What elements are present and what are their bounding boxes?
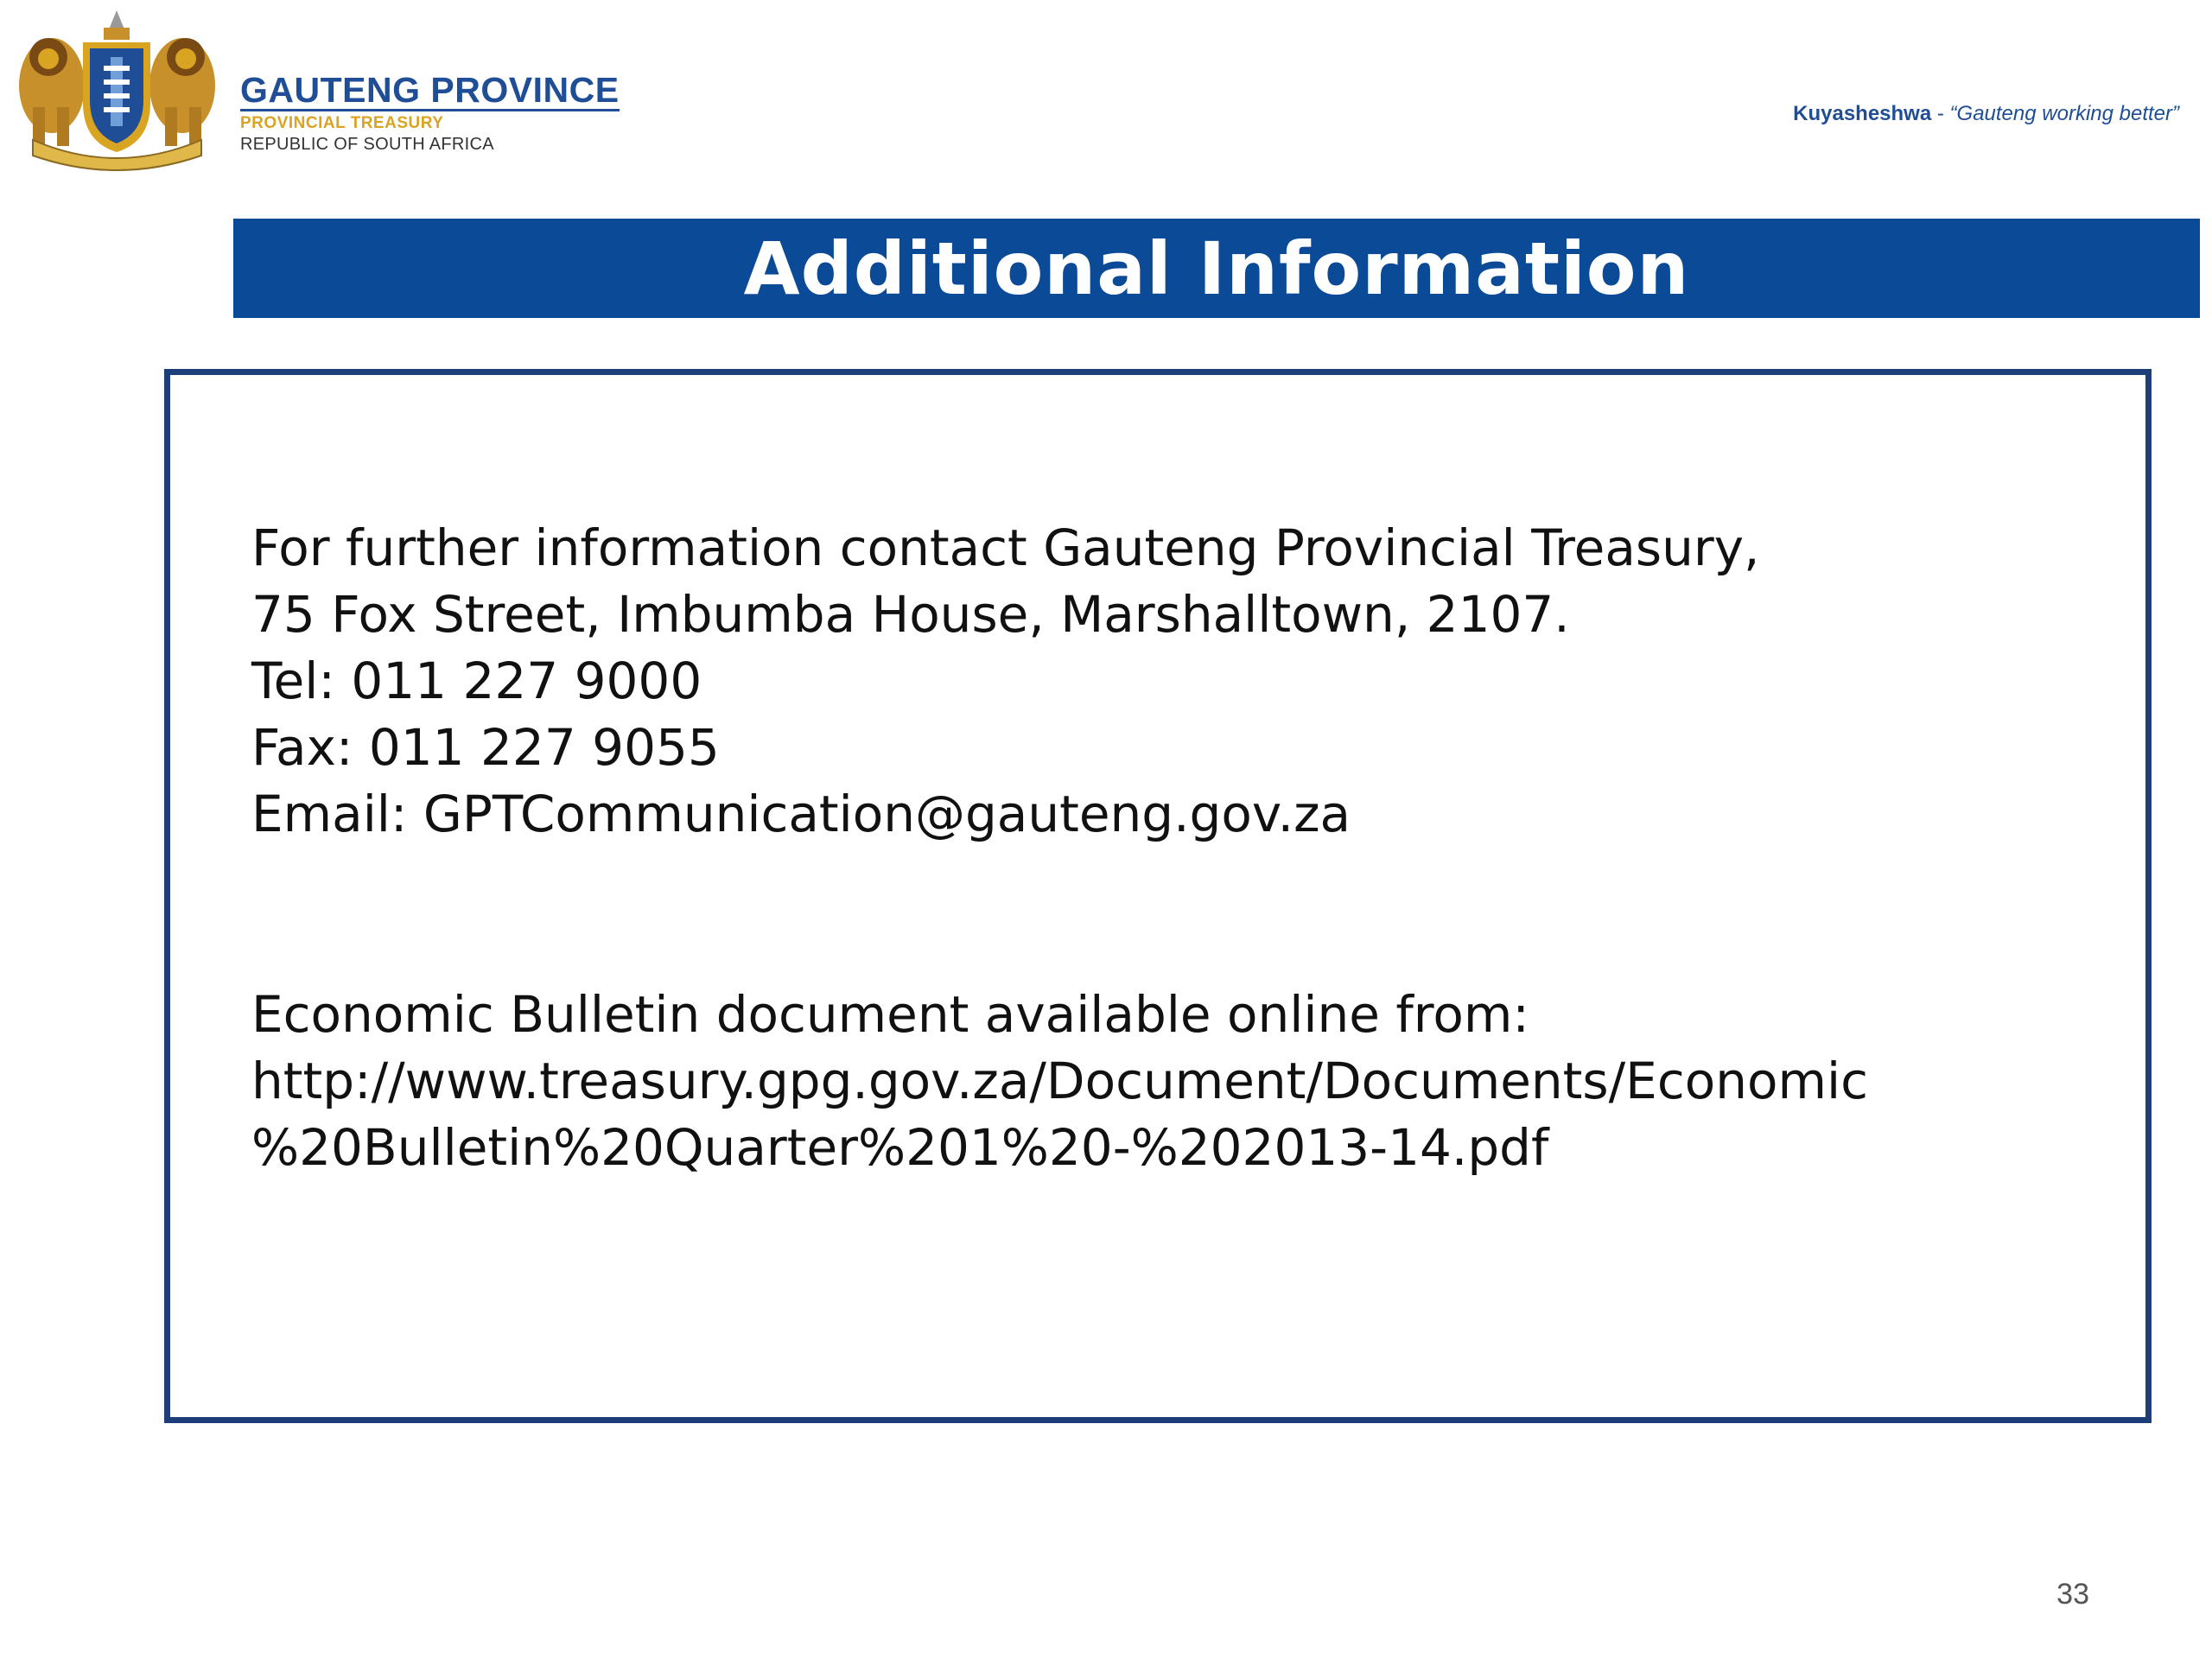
content-box (164, 369, 2152, 1423)
slide-title: Additional Information (743, 226, 1690, 311)
tagline (1793, 102, 2179, 126)
tagline-separator: - (1931, 102, 1950, 125)
tagline-brand: Kuyasheshwa (1793, 102, 1932, 125)
bulletin-intro: Economic Bulletin document available online from: (251, 985, 1529, 1044)
organisation-block (240, 71, 620, 155)
spacer (251, 848, 1868, 982)
bulletin-url-line-1: http://www.treasury.gpg.gov.za/Document/Documents/Economic (251, 1052, 1868, 1110)
left-lion-icon (19, 38, 85, 146)
address-line: 75 Fox Street, Imbumba House, Marshalltown, 2107. (251, 585, 1570, 644)
contact-line: For further information contact Gauteng Provincial Treasury, (251, 518, 1760, 577)
page-number: 33 (2056, 1578, 2089, 1611)
content-text (251, 515, 1868, 1181)
tel-line: Tel: 011 227 9000 (251, 652, 702, 710)
right-lion-icon (149, 38, 215, 146)
org-department: PROVINCIAL TREASURY (240, 114, 444, 132)
email-line: Email: GPTCommunication@gauteng.gov.za (251, 785, 1351, 843)
coat-of-arms-logo (7, 3, 227, 172)
title-banner (233, 219, 2200, 318)
org-country: REPUBLIC OF SOUTH AFRICA (240, 135, 494, 154)
bulletin-url-line-2: %20Bulletin%20Quarter%201%20-%202013-14.pdf (251, 1118, 1549, 1177)
org-name: GAUTENG PROVINCE (240, 70, 620, 110)
tagline-slogan: “Gauteng working better” (1949, 102, 2179, 125)
fax-line: Fax: 011 227 9055 (251, 718, 720, 777)
